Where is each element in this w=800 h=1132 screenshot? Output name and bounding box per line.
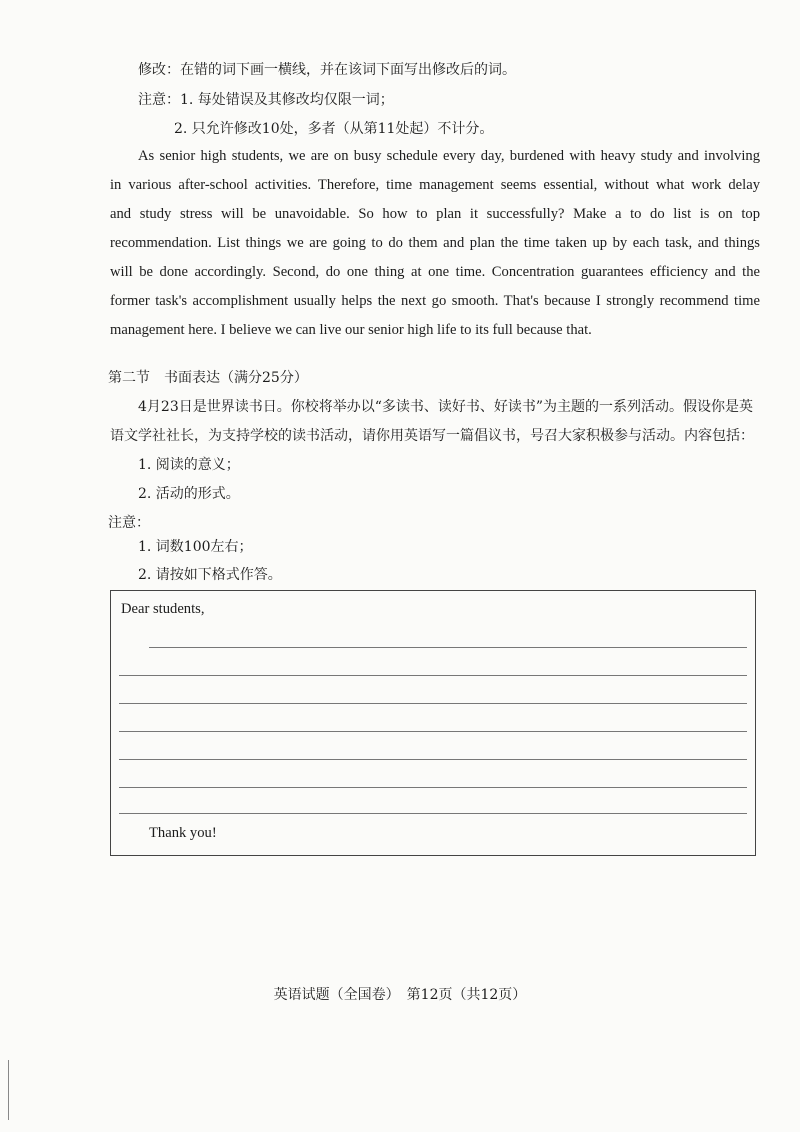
notes-label: 注意： xyxy=(108,515,150,531)
salutation: Dear students, xyxy=(121,601,205,617)
writing-prompt-line-2: 语文学社社长，为支持学校的读书活动，请你用英语写一篇倡议书，号召大家积极参与活动。内容包括： xyxy=(110,428,754,444)
passage-line: former task's accomplishment usually helps the next go smooth. That's because I strongly recommend time xyxy=(110,293,760,309)
section-title: 第二节 书面表达（满分25分） xyxy=(108,370,308,386)
passage-line: and study stress will be unavoidable. So how to plan it successfully? Make a to do list is on top xyxy=(110,206,760,222)
answer-line[interactable] xyxy=(119,731,747,732)
instruction-line-3: 2. 只允许修改10处，多者（从第11处起）不计分。 xyxy=(174,121,494,137)
closing: Thank you! xyxy=(149,825,217,841)
instruction-line-1: 修改：在错的词下画一横线，并在该词下面写出修改后的词。 xyxy=(138,62,516,78)
passage-line: will be done accordingly. Second, do one thing at one time. Concentration guarantees efficiency and the xyxy=(110,264,760,280)
page-footer: 英语试题（全国卷） 第12页（共12页） xyxy=(273,987,527,1003)
instruction-line-2: 注意：1. 每处错误及其修改均仅限一词； xyxy=(138,92,394,108)
answer-box xyxy=(110,590,756,856)
answer-line[interactable] xyxy=(119,675,747,676)
answer-line[interactable] xyxy=(119,813,747,814)
content-item: 2. 活动的形式。 xyxy=(138,486,240,502)
error-correction-passage xyxy=(110,142,760,345)
note-item: 1. 词数100左右； xyxy=(138,539,253,555)
answer-line[interactable] xyxy=(119,759,747,760)
scan-edge-mark xyxy=(8,1060,9,1120)
writing-prompt-line-1: 4月23日是世界读书日。你校将举办以“多读书、读好书、好读书”为主题的一系列活动。假设你是英 xyxy=(138,399,754,415)
answer-line[interactable] xyxy=(119,787,747,788)
passage-line: management here. I believe we can live our senior high life to its full because that. xyxy=(110,322,592,338)
passage-line: in various after-school activities. Therefore, time management seems essential, without what work delay xyxy=(110,177,760,193)
note-item: 2. 请按如下格式作答。 xyxy=(138,567,282,583)
content-item: 1. 阅读的意义； xyxy=(138,457,240,473)
answer-line[interactable] xyxy=(149,647,747,648)
passage-line: As senior high students, we are on busy schedule every day, burdened with heavy study and involving xyxy=(138,148,760,164)
passage-line: recommendation. List things we are going to do them and plan the time taken up by each task, and things xyxy=(110,235,760,251)
answer-line[interactable] xyxy=(119,703,747,704)
